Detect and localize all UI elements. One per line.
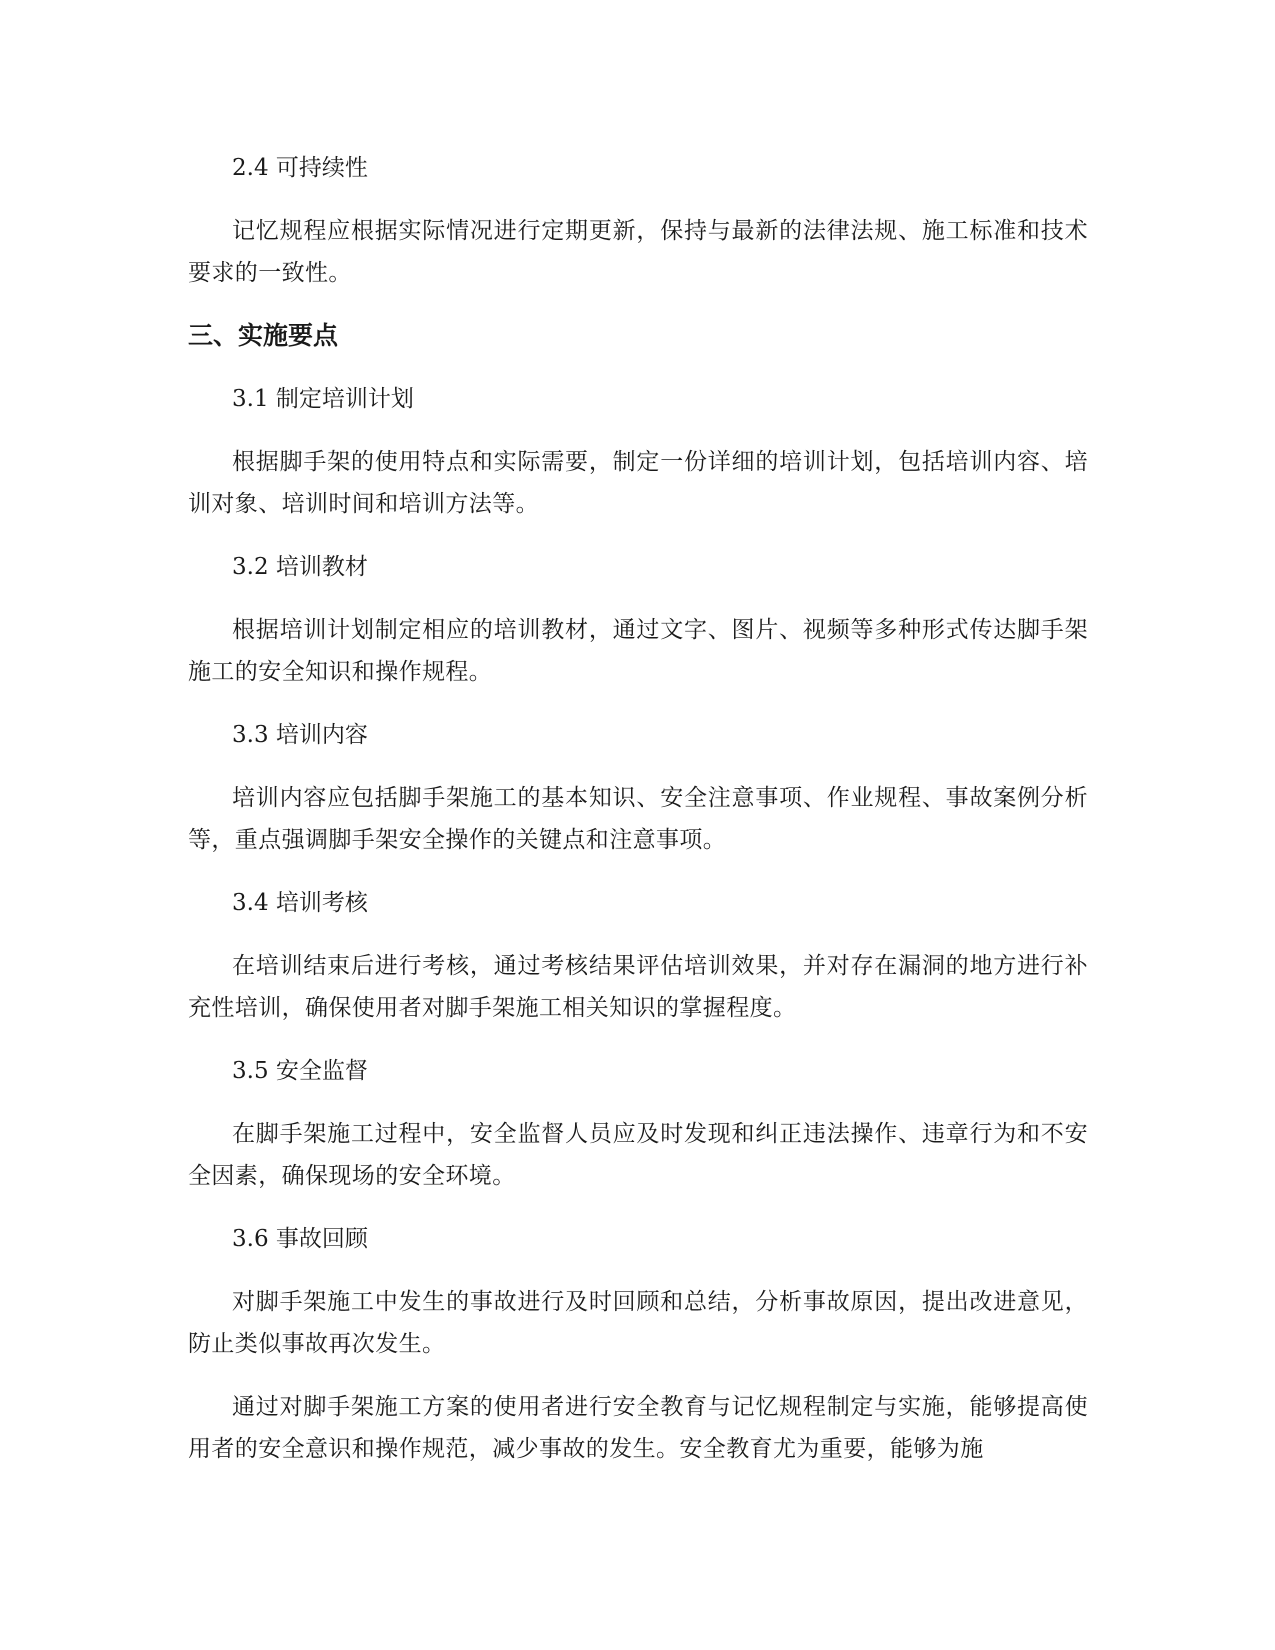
paragraph-safety-supervision: 在脚手架施工过程中，安全监督人员应及时发现和纠正违法操作、违章行为和不安全因素，确保现场的安全环境。 [188, 1121, 1088, 1189]
section-heading-implementation: 三、实施要点 [188, 321, 339, 350]
subheading-3-1: 3.1 制定培训计划 [232, 386, 414, 412]
paragraph-training-assessment: 在培训结束后进行考核，通过考核结果评估培训效果，并对存在漏洞的地方进行补充性培训，确保使用者对脚手架施工相关知识的掌握程度。 [188, 953, 1088, 1021]
subheading-3-6: 3.6 事故回顾 [232, 1226, 368, 1252]
subheading-3-2: 3.2 培训教材 [232, 554, 368, 580]
paragraph-training-plan: 根据脚手架的使用特点和实际需要，制定一份详细的培训计划，包括培训内容、培训对象、培训时间和培训方法等。 [188, 449, 1088, 517]
paragraph-accident-review: 对脚手架施工中发生的事故进行及时回顾和总结，分析事故原因，提出改进意见，防止类似事故再次发生。 [188, 1289, 1088, 1357]
subheading-3-3: 3.3 培训内容 [232, 722, 368, 748]
paragraph-conclusion: 通过对脚手架施工方案的使用者进行安全教育与记忆规程制定与实施，能够提高使用者的安全意识和操作规范，减少事故的发生。安全教育尤为重要，能够为施 [188, 1394, 1088, 1462]
subheading-3-5: 3.5 安全监督 [232, 1058, 368, 1084]
paragraph-sustainability: 记忆规程应根据实际情况进行定期更新，保持与最新的法律法规、施工标准和技术要求的一致性。 [188, 218, 1088, 286]
subheading-2-4: 2.4 可持续性 [232, 155, 368, 181]
document-body [188, 147, 1088, 1491]
subheading-3-4: 3.4 培训考核 [232, 890, 368, 916]
paragraph-training-materials: 根据培训计划制定相应的培训教材，通过文字、图片、视频等多种形式传达脚手架施工的安全知识和操作规程。 [188, 617, 1088, 685]
paragraph-training-content: 培训内容应包括脚手架施工的基本知识、安全注意事项、作业规程、事故案例分析等，重点强调脚手架安全操作的关键点和注意事项。 [188, 785, 1088, 853]
